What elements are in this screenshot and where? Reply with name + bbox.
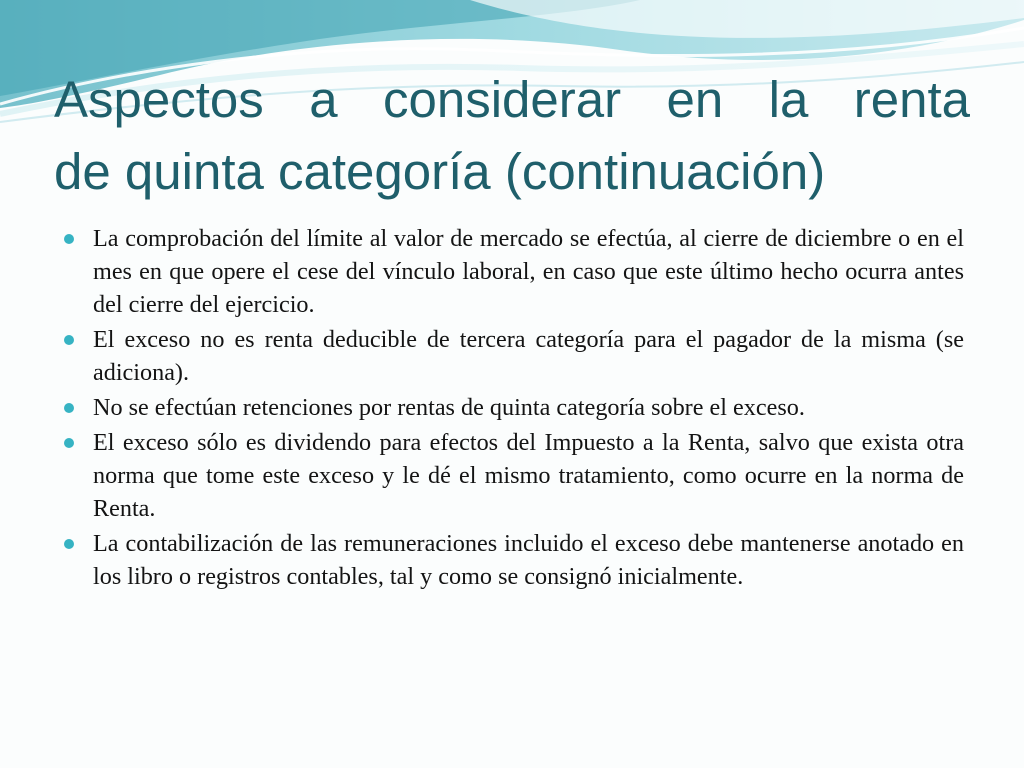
bullet-dot-icon — [64, 403, 74, 413]
bullet-item — [62, 323, 964, 389]
bullet-item — [62, 222, 964, 321]
bullet-text: La contabilización de las remuneraciones incluido el exceso debe mantenerse anotado en los libro o registros contables, tal y como se consignó inicialmente. — [93, 530, 964, 590]
slide-title — [54, 64, 970, 208]
bullet-dot-icon — [64, 539, 74, 549]
bullet-text: El exceso no es renta deducible de tercera categoría para el pagador de la misma (se adiciona). — [93, 326, 964, 386]
slide-title-line2: de quinta categoría (continuación) — [54, 143, 826, 200]
slide-title-line1: Aspectos a considerar en la renta — [54, 71, 970, 128]
bullet-text: El exceso sólo es dividendo para efectos del Impuesto a la Renta, salvo que exista otra norma que tome este exceso y le dé el mismo tratamiento, como ocurre en la norma de Renta. — [93, 429, 964, 522]
bullet-dot-icon — [64, 234, 74, 244]
bullet-item — [62, 527, 964, 593]
bullet-item — [62, 426, 964, 525]
bullet-item — [62, 391, 964, 424]
bullet-list — [62, 222, 964, 595]
bullet-dot-icon — [64, 335, 74, 345]
bullet-text: La comprobación del límite al valor de mercado se efectúa, al cierre de diciembre o en el mes en que opere el cese del vínculo laboral, en caso que este último hecho ocurra antes del cierre del ejercicio. — [93, 225, 964, 318]
bullet-text: No se efectúan retenciones por rentas de quinta categoría sobre el exceso. — [93, 394, 805, 421]
bullet-dot-icon — [64, 438, 74, 448]
